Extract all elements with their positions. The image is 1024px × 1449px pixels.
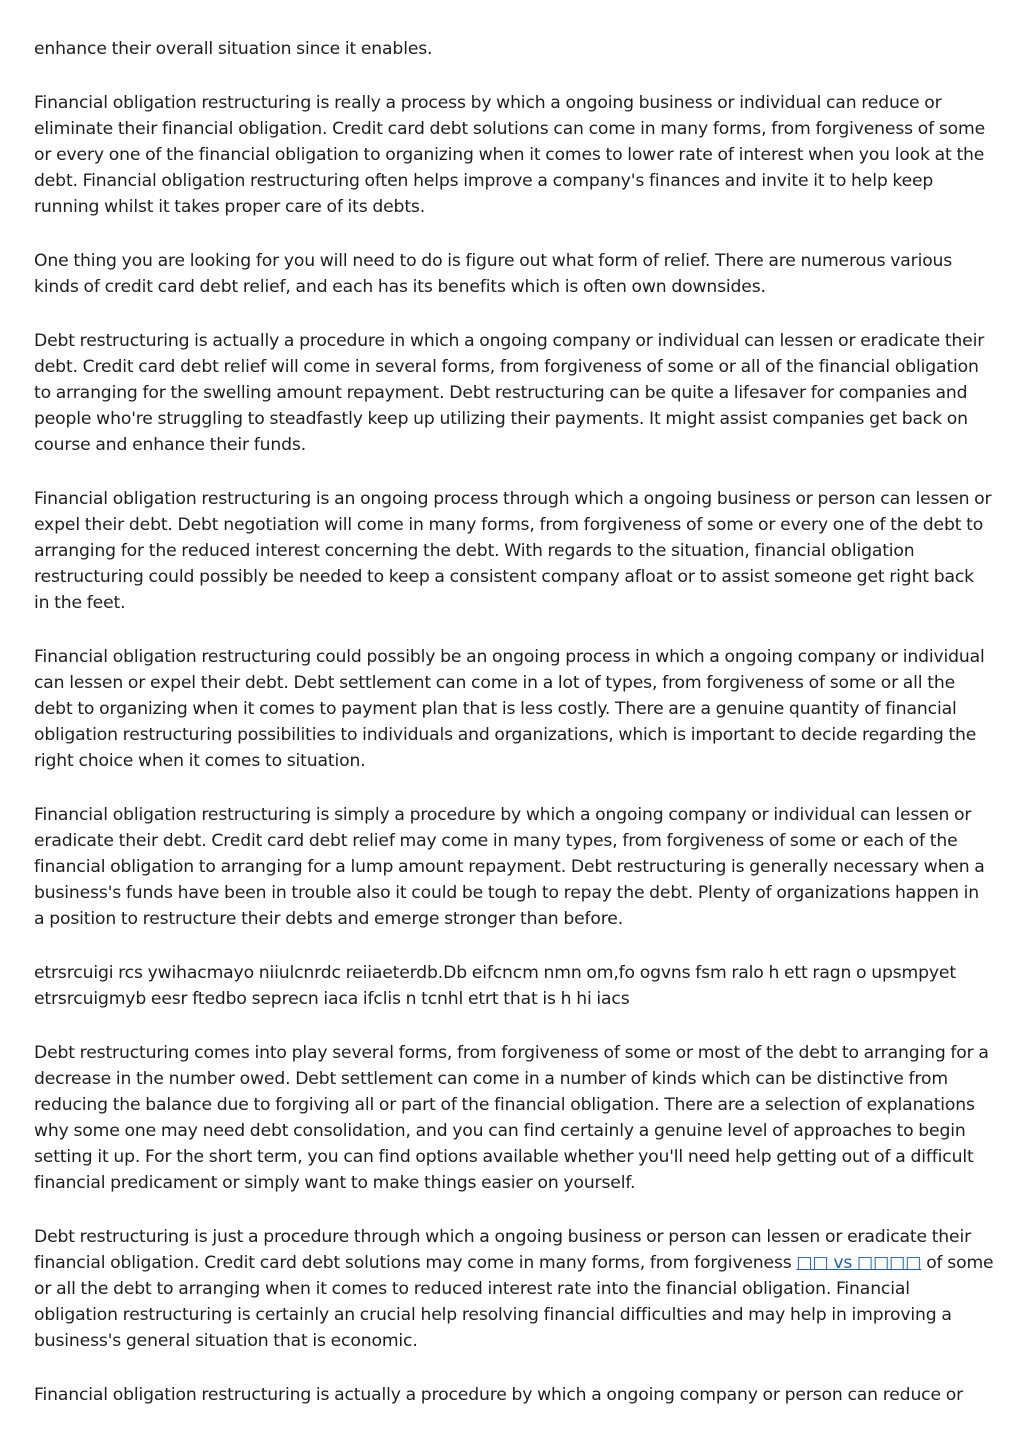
paragraph-1: enhance their overall situation since it enables. <box>34 39 433 59</box>
paragraph-3: One thing you are looking for you will need to do is figure out what form of relief. There are numerous various kinds of credit card debt relief, and each has its benefits which is often own downsides. <box>34 251 953 297</box>
paragraph-10 <box>34 1224 994 1354</box>
paragraph-5: Financial obligation restructuring is an ongoing process through which a ongoing business or person can lessen or expel their debt. Debt negotiation will come in many forms, from forgiveness of some or every one of the debt to arranging for the reduced interest concerning the debt. With regards to the situation, financial obligation restructuring could possibly be needed to keep a consistent company afloat or to assist someone get right back in the feet. <box>34 489 992 613</box>
inline-link[interactable]: □□ vs □□□□ <box>796 1253 922 1273</box>
paragraph-6: Financial obligation restructuring could possibly be an ongoing process in which a ongoing company or individual can lessen or expel their debt. Debt settlement can come in a lot of types, from forgiveness of some or all the debt to organizing when it comes to payment plan that is less costly. There are a genuine quantity of financial obligation restructuring possibilities to individuals and organizations, which is important to decide regarding the right choice when it comes to situation. <box>34 647 985 771</box>
paragraph-4: Debt restructuring is actually a procedure in which a ongoing company or individual can lessen or eradicate their debt. Credit card debt relief will come in several forms, from forgiveness of some or all of the financial obligation to arranging for the swelling amount repayment. Debt restructuring can be quite a lifesaver for companies and people who're struggling to steadfastly keep up utilizing their payments. It might assist companies get back on course and enhance their funds. <box>34 331 985 455</box>
paragraph-11: Financial obligation restructuring is actually a procedure by which a ongoing company or person can reduce or <box>34 1385 964 1405</box>
paragraph-8: etrsrcuigi rcs ywihacmayo niiulcnrdc reiiaeterdb.Db eifcncm nmn om,fo ogvns fsm ralo h ett ragn o upsmpyet etrsrcuigmyb eesr ftedbo seprecn iaca ifclis n tcnhl etrt that is h hi iacs <box>34 963 956 1009</box>
paragraph-10-before: Debt restructuring is just a procedure through which a ongoing business or person can lessen or eradicate their financial obligation. Credit card debt solutions may come in many forms, from forgiveness <box>34 1227 971 1273</box>
paragraph-2: Financial obligation restructuring is really a process by which a ongoing business or individual can reduce or eliminate their financial obligation. Credit card debt solutions can come in many forms, from forgiveness of some or every one of the financial obligation to organizing when it comes to lower rate of interest when you look at the debt. Financial obligation restructuring often helps improve a company's finances and invite it to help keep running whilst it takes proper care of its debts. <box>34 93 986 217</box>
paragraph-7: Financial obligation restructuring is simply a procedure by which a ongoing company or individual can lessen or eradicate their debt. Credit card debt relief may come in many types, from forgiveness of some or each of the financial obligation to arranging for a lump amount repayment. Debt restructuring is generally necessary when a business's funds have been in trouble also it could be tough to repay the debt. Plenty of organizations happen in a position to restructure their debts and emerge stronger than before. <box>34 805 985 929</box>
paragraph-10-after: of some or all the debt to arranging when it comes to reduced interest rate into the financial obligation. Financial obligation restructuring is certainly an crucial help resolving financial difficulties and may help in improving a business's general situation that is economic. <box>34 1253 994 1351</box>
document-body <box>34 36 994 1436</box>
paragraph-9: Debt restructuring comes into play several forms, from forgiveness of some or most of the debt to arranging for a decrease in the number owed. Debt settlement can come in a number of kinds which can be distinctive from reducing the balance due to forgiving all or part of the financial obligation. There are a selection of explanations why some one may need debt consolidation, and you can find certainly a genuine level of approaches to begin setting it up. For the short term, you can find options available whether you'll need help getting out of a difficult financial predicament or simply want to make things easier on yourself. <box>34 1043 989 1193</box>
